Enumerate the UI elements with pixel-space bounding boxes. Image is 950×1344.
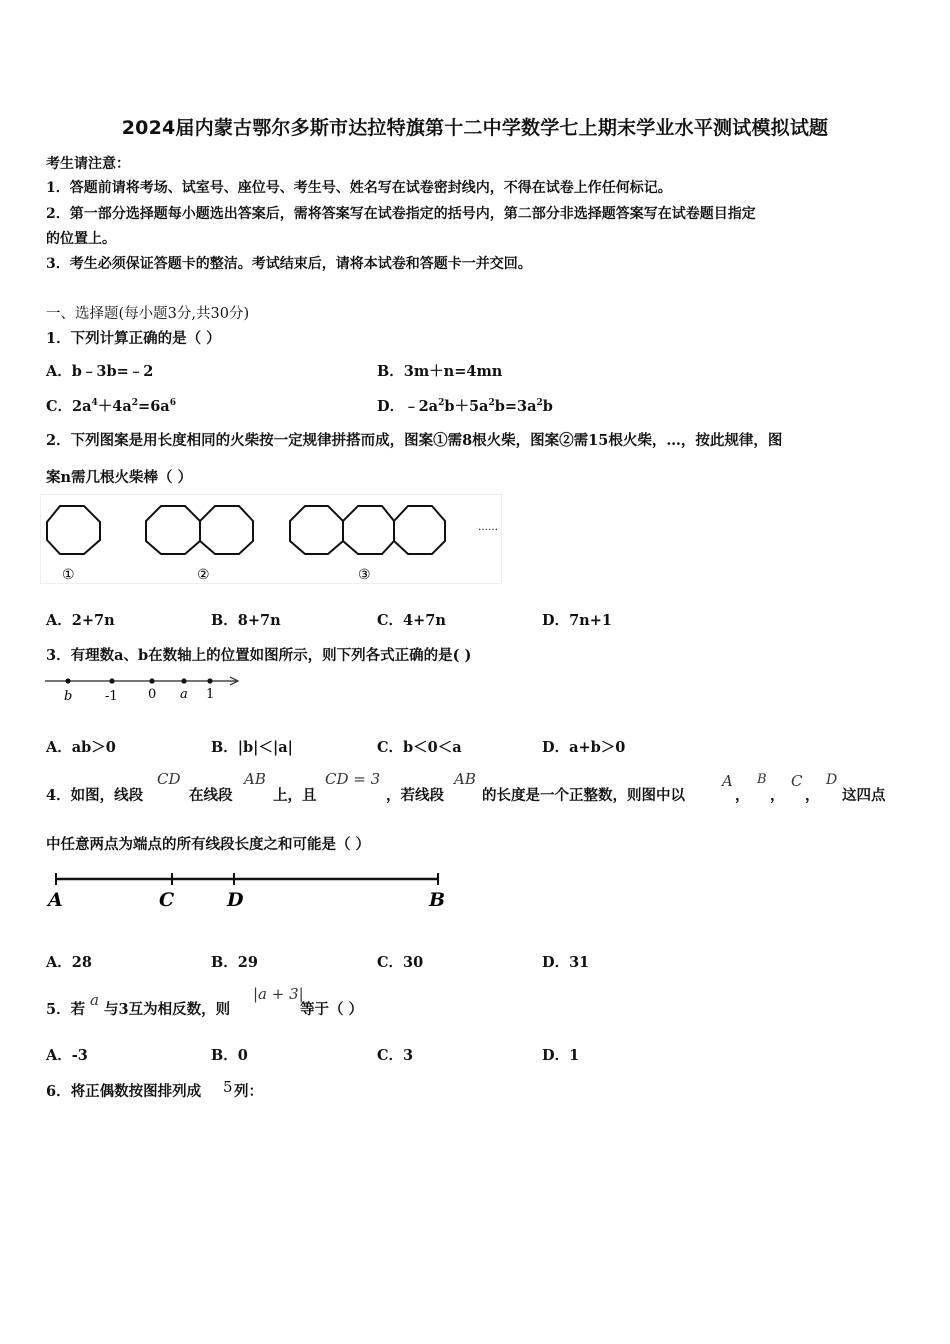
point-label-b: B [429, 889, 446, 911]
q6-text-2: 列： [234, 1083, 263, 1100]
point-1 [207, 678, 212, 683]
q4-math-ab2: AB [454, 770, 476, 788]
q4-option-c: C．30 [377, 954, 424, 971]
label-0: 0 [148, 687, 157, 702]
ellipsis: …… [478, 522, 498, 533]
q5-option-b: B．0 [211, 1047, 248, 1064]
label-a: a [180, 687, 188, 702]
q3-option-d: D．a+b＞0 [542, 739, 626, 756]
q3-option-a: A．ab＞0 [46, 739, 116, 756]
q4-comma: ， [735, 787, 750, 804]
q4-math-b: B [757, 772, 767, 787]
q6-text-1: 6．将正偶数按图排列成 [46, 1083, 202, 1100]
point-label-a: A [48, 889, 63, 911]
q4-comma: ， [770, 787, 785, 804]
notice-heading: 考生请注意： [46, 156, 130, 172]
q1-option-a: A．b﹣3b=﹣2 [46, 363, 154, 380]
q6-math-5: 5 [223, 1078, 233, 1096]
pattern-label-2: ② [197, 567, 210, 583]
q5-option-c: C．3 [377, 1047, 414, 1064]
q5-math-abs: |a + 3| [253, 985, 304, 1003]
q4-text-4: ，若线段 [386, 787, 444, 804]
point-0 [149, 678, 154, 683]
point-b [65, 678, 70, 683]
q1-option-b: B．3m＋n=4mn [377, 363, 503, 380]
point-label-c: C [159, 889, 175, 911]
q4-math-c: C [791, 772, 803, 790]
q4-segment-figure [44, 866, 454, 912]
q5-text-3: 等于（ ） [300, 1001, 364, 1018]
q2-option-d: D．7n+1 [542, 612, 612, 629]
q4-comma: ， [805, 787, 820, 804]
q4-text-1: 4．如图，线段 [46, 787, 144, 804]
q5-text-2: 与3互为相反数，则 [104, 1001, 231, 1018]
q3-option-b: B．|b|＜|a| [211, 739, 293, 756]
q4-text-2: 在线段 [189, 787, 233, 804]
q4-text-3: 上，且 [273, 787, 317, 804]
point-label-d: D [227, 889, 244, 911]
q3-number-line [40, 670, 245, 706]
q5-option-a: A．-3 [46, 1047, 88, 1064]
page-title: 2024届内蒙古鄂尔多斯市达拉特旗第十二中学数学七上期末学业水平测试模拟试题 [121, 117, 829, 139]
q4-text-6: 这四点 [842, 787, 886, 804]
q5-math-a: a [90, 991, 99, 1009]
q5-text-1: 5．若 [46, 1001, 86, 1018]
q2-matchstick-figure [40, 494, 502, 584]
point-neg1 [109, 678, 114, 683]
q5-option-d: D．1 [542, 1047, 580, 1064]
q4-option-a: A．28 [46, 954, 92, 971]
q3-stem: 3．有理数a、b在数轴上的位置如图所示，则下列各式正确的是( ) [46, 647, 472, 664]
q2-stem-line1: 2．下列图案是用长度相同的火柴按一定规律拼搭而成，图案①需8根火柴，图案②需15根火柴，…，按此规律，图 [46, 432, 783, 449]
label-neg1: -1 [105, 689, 118, 704]
q2-option-a: A．2+7n [46, 612, 115, 629]
q4-option-d: D．31 [542, 954, 590, 971]
q4-text-5: 的长度是一个正整数，则图中以 [482, 787, 685, 804]
q4-math-a: A [722, 772, 733, 790]
point-a [181, 678, 186, 683]
q4-option-b: B．29 [211, 954, 258, 971]
q4-math-cd: CD [157, 770, 181, 788]
q1-stem: 1．下列计算正确的是（ ） [46, 330, 221, 347]
q3-option-c: C．b＜0＜a [377, 739, 462, 756]
notice-item: 3．考生必须保证答题卡的整洁。考试结束后，请将本试卷和答题卡一并交回。 [46, 256, 532, 272]
notice-item: 2．第一部分选择题每小题选出答案后，需将答案写在试卷指定的括号内，第二部分非选择题答案写在试卷题目指定 [46, 206, 756, 222]
q1-option-c: C．$2a^4+4a^2=6a^6$ [46, 398, 176, 415]
q4-math-d: D [826, 772, 838, 788]
q2-option-c: C．4+7n [377, 612, 446, 629]
q2-stem-line2: 案n需几根火柴棒（ ） [46, 469, 193, 486]
section-heading: 一、选择题(每小题3分,共30分) [46, 306, 250, 322]
q4-math-cd3: CD = 3 [325, 770, 381, 788]
label-1: 1 [206, 687, 215, 702]
label-b: b [64, 689, 73, 704]
q4-math-ab: AB [244, 770, 266, 788]
pattern-label-1: ① [62, 567, 75, 583]
q4-stem-line2: 中任意两点为端点的所有线段长度之和可能是（ ） [46, 836, 371, 853]
notice-item: 1．答题前请将考场、试室号、座位号、考生号、姓名写在试卷密封线内，不得在试卷上作任何标记。 [46, 180, 672, 196]
notice-item: 的位置上。 [46, 231, 116, 247]
q1-option-d: D．$﹣2a^2b+5a^2b=3a^2b$ [377, 398, 553, 415]
q2-option-b: B．8+7n [211, 612, 281, 629]
pattern-label-3: ③ [358, 567, 371, 583]
